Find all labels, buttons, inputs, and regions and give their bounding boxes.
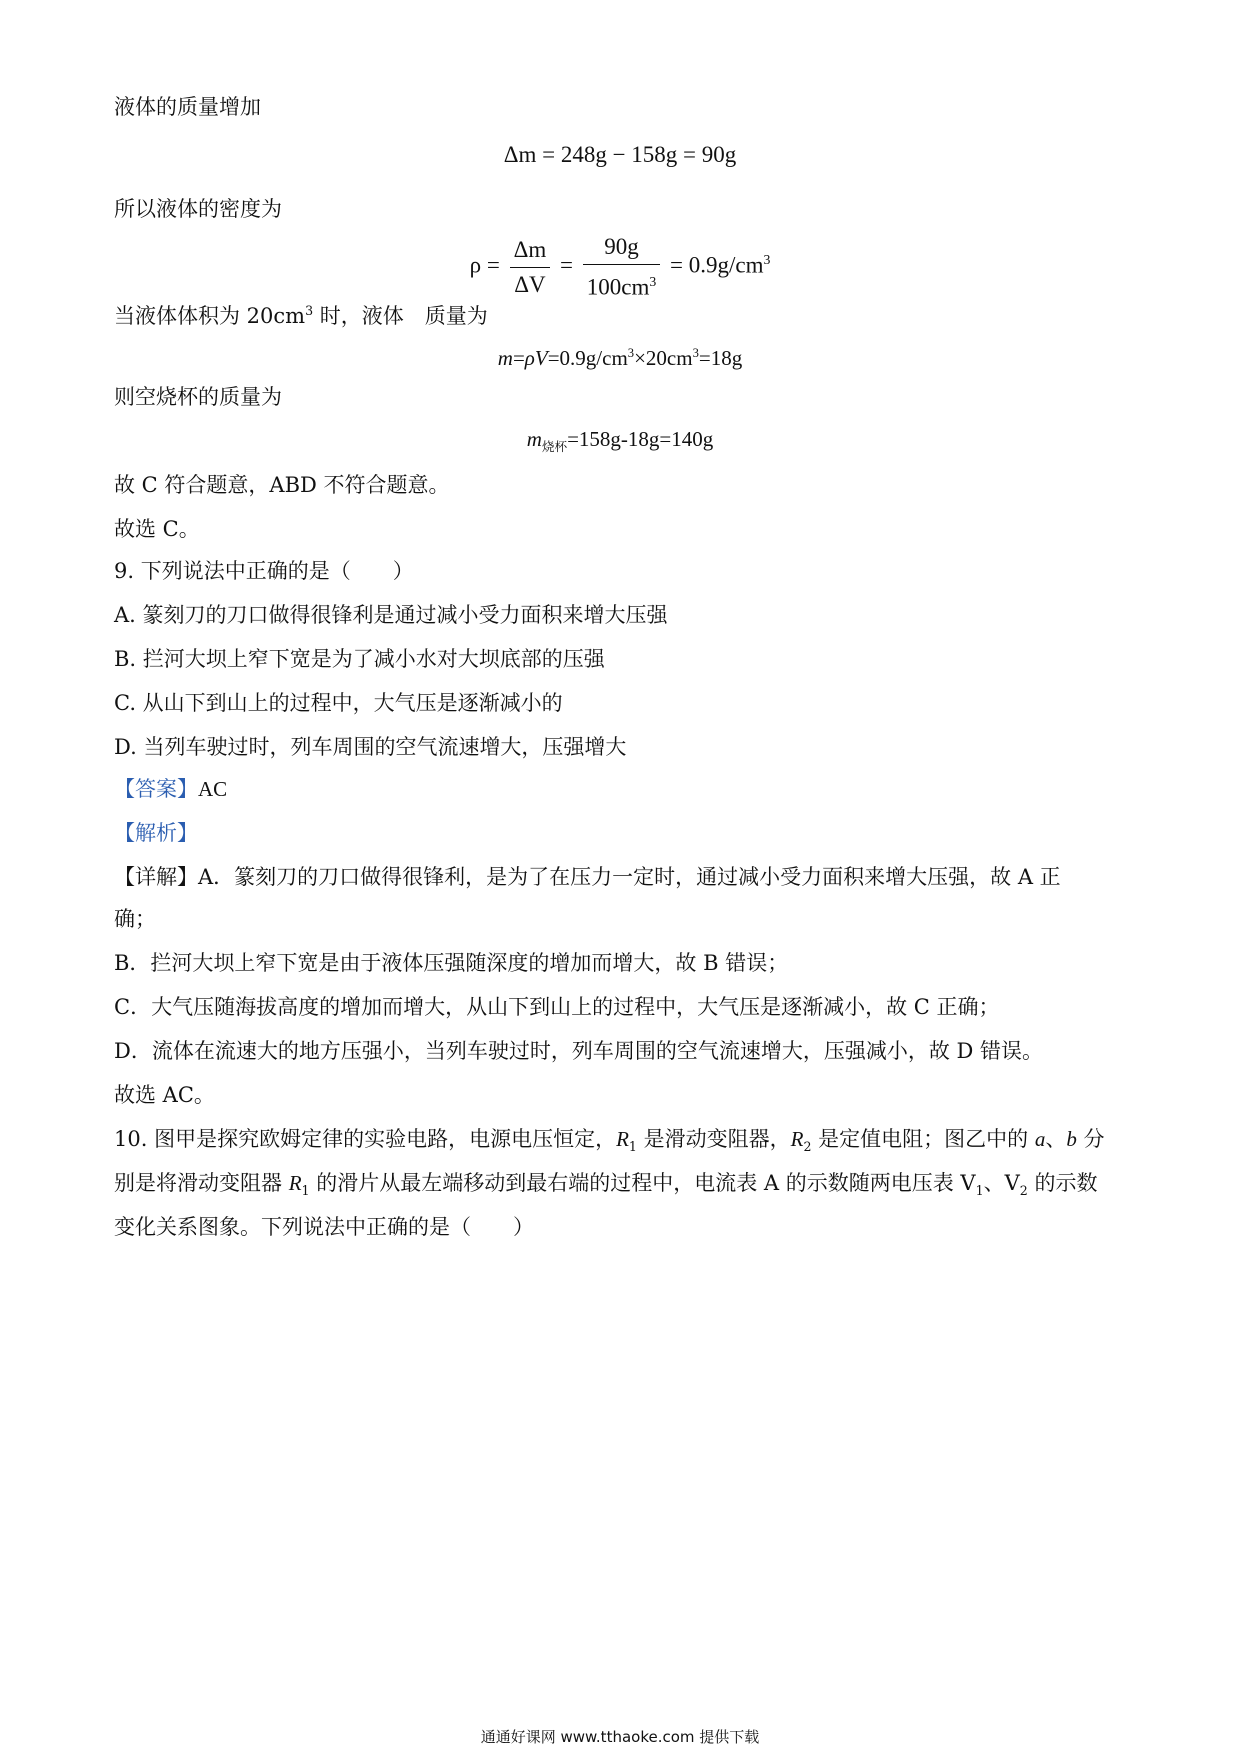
value: ×20cm bbox=[634, 346, 693, 370]
var-b: b bbox=[1066, 1127, 1077, 1151]
equals: = bbox=[512, 346, 525, 370]
text-exponent: 3 bbox=[305, 303, 314, 318]
fraction-denominator: ΔV bbox=[514, 271, 546, 297]
fraction-numerator: Δm bbox=[510, 235, 551, 268]
equation-mass-liquid bbox=[0, 338, 1240, 373]
question-9-option-b: B. 拦河大坝上窄下宽是为了减小水对大坝底部的压强 bbox=[114, 647, 605, 671]
subscript: 1 bbox=[975, 1183, 984, 1199]
denominator-base: 100cm bbox=[586, 274, 650, 300]
question-9-option-a: A. 篆刻刀的刀口做得很锋利是通过减小受力面积来增大压强 bbox=[114, 603, 668, 627]
detail-d: D．流体在流速大的地方压强小，当列车驶过时，列车周围的空气流速增大，压强减小，故 D 错误。 bbox=[114, 1039, 1044, 1063]
subscript: 2 bbox=[803, 1139, 812, 1155]
value: =0.9g/cm bbox=[547, 346, 628, 370]
fraction-90g-100cm3 bbox=[583, 232, 661, 303]
detail-a-cont: 确； bbox=[114, 907, 156, 931]
question-10-line2 bbox=[114, 1168, 1130, 1206]
question-9: 9. 下列说法中正确的是（ ） bbox=[114, 559, 414, 583]
subscript: 1 bbox=[301, 1183, 310, 1199]
answer-line bbox=[114, 774, 1130, 804]
denominator-exponent: 3 bbox=[649, 274, 657, 289]
var-r: R bbox=[790, 1127, 804, 1151]
text-part: 的滑片从最左端移动到最右端的过程中，电流表 A 的示数随两电压表 V bbox=[309, 1171, 976, 1195]
text-conclusion: 故 C 符合题意，ABD 不符合题意。 bbox=[114, 473, 450, 497]
text-part: 10. 图甲是探究欧姆定律的实验电路，电源电压恒定， bbox=[114, 1127, 617, 1151]
var-rho-v: ρV bbox=[524, 346, 548, 370]
text-part: 是滑动变阻器， bbox=[636, 1127, 791, 1151]
var-r: R bbox=[616, 1127, 629, 1151]
equation-delta-m: Δm = 248g − 158g = 90g bbox=[503, 142, 737, 167]
page-footer: 通通好课网 www.tthaoke.com 提供下载 bbox=[480, 1728, 760, 1746]
detail-a: 【详解】A．篆刻刀的刀口做得很锋利，是为了在压力一定时，通过减小受力面积来增大压强，故 A 正 bbox=[114, 865, 1061, 889]
text-part: 分 bbox=[1076, 1127, 1105, 1151]
text-part: 的示数 bbox=[1027, 1171, 1098, 1195]
density-equals: = bbox=[560, 252, 573, 278]
text-density-intro: 所以液体的密度为 bbox=[114, 197, 282, 221]
density-result: = 0.9g/cm bbox=[670, 252, 764, 278]
text-part: 、 bbox=[1045, 1127, 1067, 1151]
equation-density bbox=[0, 232, 1240, 303]
exponent: 3 bbox=[627, 346, 635, 360]
var-m: m bbox=[526, 427, 542, 451]
var-r: R bbox=[288, 1171, 302, 1195]
var-a: a bbox=[1034, 1127, 1046, 1151]
subscript: 2 bbox=[1019, 1183, 1028, 1199]
density-lhs: ρ = bbox=[469, 252, 500, 278]
answer-value: AC bbox=[198, 777, 228, 801]
question-10-line1 bbox=[114, 1124, 1130, 1162]
fraction-numerator: 90g bbox=[583, 232, 661, 265]
detail-answer: 故选 AC。 bbox=[114, 1083, 215, 1107]
text-mass-increase: 液体的质量增加 bbox=[114, 95, 261, 119]
density-result-exponent: 3 bbox=[763, 251, 771, 267]
question-9-option-d: D. 当列车驶过时，列车周围的空气流速增大，压强增大 bbox=[114, 735, 627, 759]
answer-tag: 【答案】 bbox=[114, 777, 198, 801]
value: =158g-18g=140g bbox=[567, 427, 714, 451]
text-part: 别是将滑动变阻器 bbox=[114, 1171, 289, 1195]
var-m: m bbox=[497, 346, 513, 370]
exponent: 3 bbox=[692, 346, 699, 360]
text-empty-beaker: 则空烧杯的质量为 bbox=[114, 385, 282, 409]
detail-b: B．拦河大坝上窄下宽是由于液体压强随深度的增加而增大，故 B 错误； bbox=[114, 951, 789, 975]
text-part: 时，液体 质量为 bbox=[313, 304, 488, 328]
detail-c: C．大气压随海拔高度的增加而增大，从山下到山上的过程中，大气压是逐渐减小，故 C 正确； bbox=[114, 995, 1000, 1019]
equation-beaker-mass bbox=[0, 424, 1240, 462]
question-10-line3: 变化关系图象。下列说法中正确的是（ ） bbox=[114, 1215, 534, 1239]
subscript-beaker: 烧杯 bbox=[541, 439, 568, 455]
analysis-tag: 【解析】 bbox=[114, 821, 198, 845]
subscript: 1 bbox=[628, 1139, 637, 1155]
text-part: 、V bbox=[983, 1171, 1020, 1195]
value: =18g bbox=[698, 346, 743, 370]
text-liquid-volume bbox=[114, 296, 1130, 331]
text-part: 当液体体积为 20cm bbox=[114, 304, 306, 328]
text-answer-c: 故选 C。 bbox=[114, 517, 200, 541]
question-9-option-c: C. 从山下到山上的过程中，大气压是逐渐减小的 bbox=[114, 691, 563, 715]
text-part: 是定值电阻；图乙中的 bbox=[811, 1127, 1035, 1151]
fraction-dm-dv bbox=[510, 235, 551, 300]
